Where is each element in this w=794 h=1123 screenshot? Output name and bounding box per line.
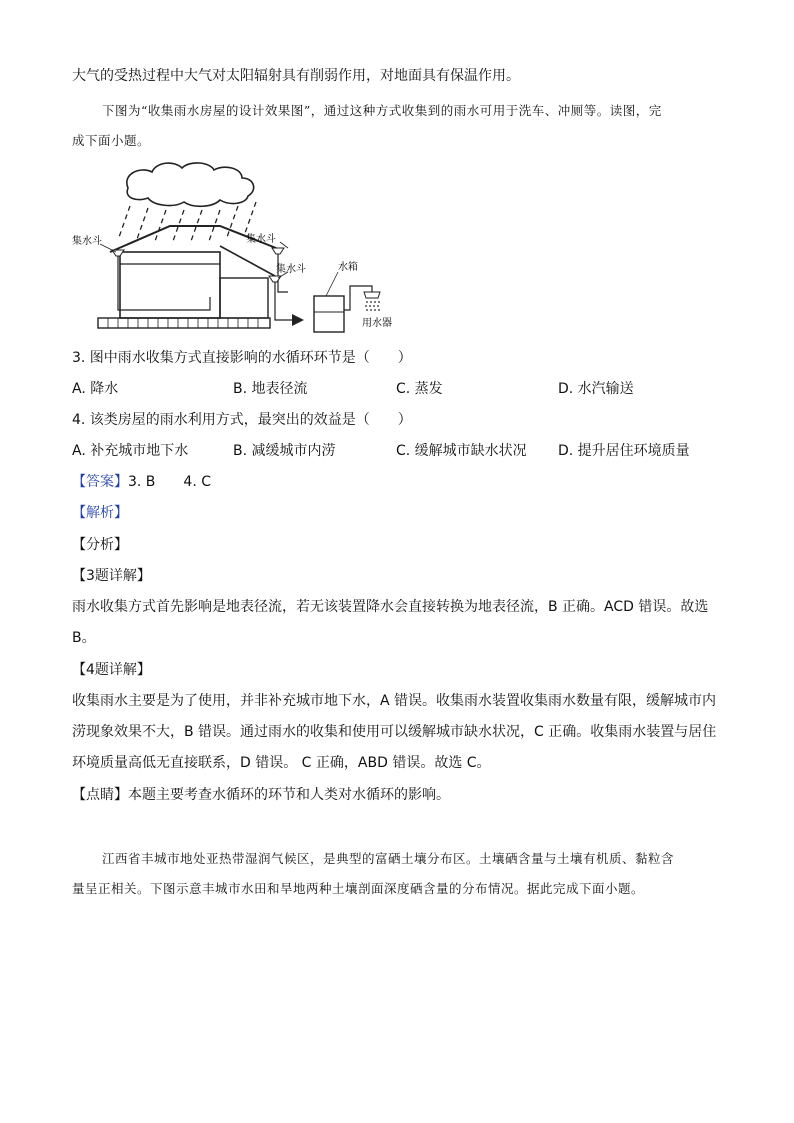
intro-line: 大气的受热过程中大气对太阳辐射具有削弱作用，对地面具有保温作用。 — [72, 68, 520, 84]
fenxi-tag: 【分析】 — [72, 537, 128, 553]
answer-tag: 【答案】 — [72, 474, 128, 490]
q4-detail-line1: 收集雨水主要是为了使用，并非补充城市地下水，A 错误。收集雨水装置收集雨水数量有限，缓解城市内 — [72, 693, 717, 709]
q3-option-c[interactable]: C. 蒸发 — [396, 381, 443, 397]
q4-option-b[interactable]: B. 减缓城市内涝 — [233, 443, 336, 459]
dianjing-text: 本题主要考查水循环的环节和人类对水循环的影响。 — [128, 787, 450, 803]
cloud-shape — [127, 163, 254, 206]
dianjing-tag: 【点睛】 — [72, 787, 128, 803]
right-wing-roof — [220, 246, 275, 276]
q3-option-a[interactable]: A. 降水 — [72, 381, 119, 397]
analysis-tag: 【解析】 — [72, 505, 128, 521]
q4-option-d[interactable]: D. 提升居住环境质量 — [558, 443, 690, 459]
rainwater-house-figure — [70, 160, 400, 335]
main-house — [120, 252, 220, 318]
q4-detail-line2: 涝现象效果不大，B 错误。通过雨水的收集和使用可以缓解城市缺水状况，C 正确。收集雨水装置与居住 — [72, 724, 717, 740]
q4-detail-tag: 【4题详解】 — [72, 662, 151, 678]
q3-detail-tag: 【3题详解】 — [72, 568, 151, 584]
label-tank: 水箱 — [338, 262, 358, 273]
q4-option-c[interactable]: C. 缓解城市缺水状况 — [396, 443, 527, 459]
label-top-collector: 集水斗 — [246, 234, 276, 245]
top-collector-icon — [272, 248, 284, 254]
water-tank — [314, 296, 344, 332]
q3-option-d[interactable]: D. 水汽输送 — [558, 381, 634, 397]
label-left-collector: 集水斗 — [72, 236, 102, 247]
label-device: 用水器 — [362, 318, 392, 329]
right-wing — [220, 278, 268, 318]
dianjing-line — [72, 785, 450, 805]
q3-stem: 3. 图中雨水收集方式直接影响的水循环环节是（ ） — [72, 350, 412, 366]
passage2-line2: 量呈正相关。下图示意丰城市水田和旱地两种土壤剖面深度硒含量的分布情况。据此完成下面小题。 — [72, 881, 645, 896]
label-mid-collector: 集水斗 — [276, 264, 306, 275]
left-pipe — [118, 253, 210, 310]
shower-spray-icon — [365, 301, 380, 311]
ground-slab — [98, 318, 270, 328]
answer-line — [72, 472, 211, 492]
q3-detail-line1: 雨水收集方式首先影响是地表径流，若无该装置降水会直接转换为地表径流，B 正确。ACD 错误。故选 — [72, 599, 709, 615]
passage1-line1: 下图为“收集雨水房屋的设计效果图”，通过这种方式收集到的雨水可用于洗车、冲厕等。读图，完 — [102, 103, 662, 118]
q4-option-a[interactable]: A. 补充城市地下水 — [72, 443, 189, 459]
q3-detail-line2: B。 — [72, 630, 96, 646]
rain-drops — [118, 202, 256, 244]
passage1-line2: 成下面小题。 — [72, 133, 151, 148]
shower-icon — [364, 292, 380, 298]
flow-arrow-icon — [292, 314, 304, 326]
q3-option-b[interactable]: B. 地表径流 — [233, 381, 308, 397]
passage2-line1: 江西省丰城市地处亚热带湿润气候区，是典型的富硒土壤分布区。土壤硒含量与土壤有机质、黏粒含 — [102, 851, 675, 866]
q4-detail-line3: 环境质量高低无直接联系，D 错误。 C 正确，ABD 错误。故选 C。 — [72, 755, 491, 771]
q4-stem: 4. 该类房屋的雨水利用方式，最突出的效益是（ ） — [72, 412, 412, 428]
answer-text: 3. B 4. C — [128, 474, 211, 490]
